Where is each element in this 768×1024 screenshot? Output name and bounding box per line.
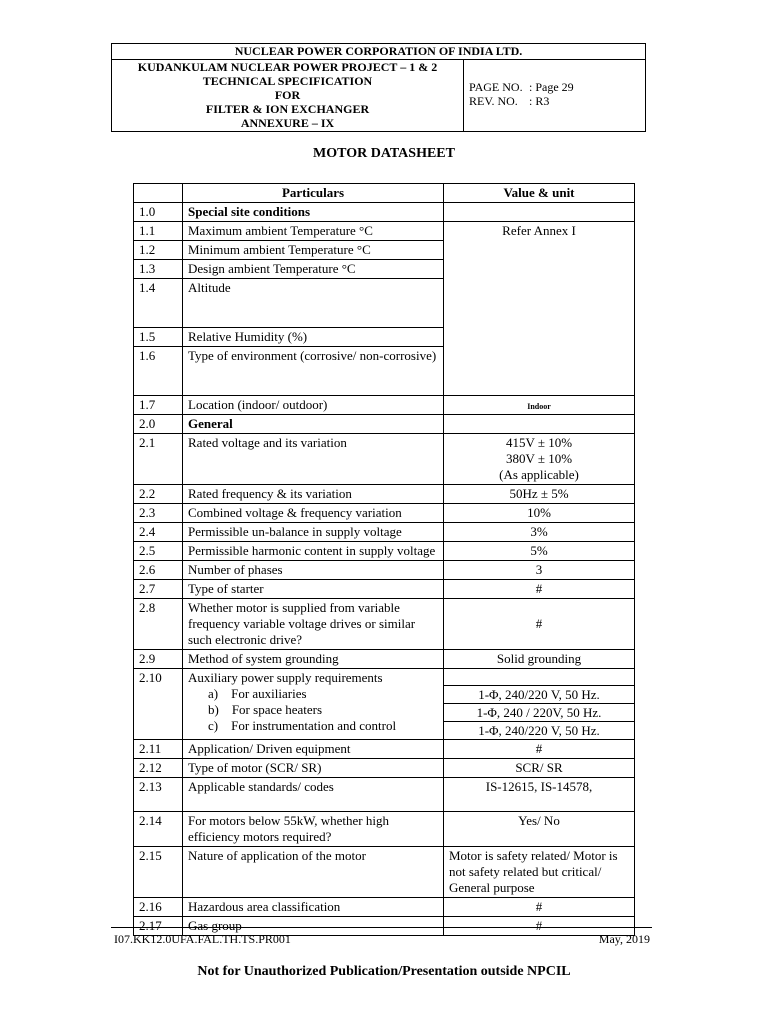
- row-value: Yes/ No: [444, 812, 635, 847]
- row-particular: General: [183, 415, 444, 434]
- row-number: 1.7: [134, 396, 183, 415]
- table-row: [134, 504, 635, 523]
- row-value: #: [444, 740, 635, 759]
- table-row: [134, 485, 635, 504]
- motor-datasheet-table: [133, 183, 635, 936]
- row-number: 1.1: [134, 222, 183, 241]
- row-number: 2.1: [134, 434, 183, 485]
- row-number: 2.13: [134, 778, 183, 812]
- row-particular: Whether motor is supplied from variable frequency variable voltage drives or similar such electronic drive?: [183, 599, 444, 650]
- row-particular: Hazardous area classification: [183, 898, 444, 917]
- row-value: 3%: [444, 523, 635, 542]
- row-value: 10%: [444, 504, 635, 523]
- table-row: [134, 561, 635, 580]
- row-value: 3: [444, 561, 635, 580]
- row-number: 2.0: [134, 415, 183, 434]
- row-number: 1.6: [134, 347, 183, 396]
- col-particulars: Particulars: [183, 184, 444, 203]
- row-particular: Relative Humidity (%): [183, 328, 444, 347]
- row-particular: Applicable standards/ codes: [183, 778, 444, 812]
- row-number: 2.6: [134, 561, 183, 580]
- table-row: [134, 523, 635, 542]
- row-number: 2.3: [134, 504, 183, 523]
- table-row: [134, 542, 635, 561]
- project-line: ANNEXURE – IX: [240, 116, 335, 130]
- row-value: #: [444, 898, 635, 917]
- row-particular: Auxiliary power supply requirements a) For auxiliaries b) For space heaters c) For instrumentation and control: [183, 669, 444, 740]
- table-row: [134, 669, 635, 740]
- table-row: [134, 434, 635, 485]
- document-number: I07.KK12.0UFA.FAL.TH.TS.PR001: [114, 932, 291, 946]
- row-number: 2.5: [134, 542, 183, 561]
- row-particular: Combined voltage & frequency variation: [183, 504, 444, 523]
- table-header-row: [134, 184, 635, 203]
- project-title-block: [112, 60, 464, 131]
- row-value: Indoor: [527, 402, 551, 411]
- row-particular: Nature of application of the motor: [183, 847, 444, 898]
- page-title: MOTOR DATASHEET: [313, 146, 455, 161]
- row-value: IS-12615, IS-14578,: [444, 778, 635, 812]
- row-particular: Application/ Driven equipment: [183, 740, 444, 759]
- row-number: 2.7: [134, 580, 183, 599]
- table-row: [134, 759, 635, 778]
- row-particular: Permissible un-balance in supply voltage: [183, 523, 444, 542]
- project-line: FOR: [274, 88, 301, 102]
- table-row: [134, 396, 635, 415]
- table-row: [134, 812, 635, 847]
- row-value: Solid grounding: [444, 650, 635, 669]
- rev-value: : R3: [529, 94, 550, 108]
- row-particular: Maximum ambient Temperature °C: [183, 222, 444, 241]
- table-row: [134, 580, 635, 599]
- document-date: May, 2019: [598, 932, 650, 946]
- row-value: #: [444, 580, 635, 599]
- table-row: [134, 650, 635, 669]
- row-particular: Type of environment (corrosive/ non-corrosive): [183, 347, 444, 396]
- row-particular: Method of system grounding: [183, 650, 444, 669]
- row-particular: Rated frequency & its variation: [183, 485, 444, 504]
- row-value: 415V ± 10% 380V ± 10% (As applicable): [444, 434, 635, 485]
- row-number: 2.16: [134, 898, 183, 917]
- row-number: 2.14: [134, 812, 183, 847]
- table-row: [134, 740, 635, 759]
- row-number: 2.10: [134, 669, 183, 740]
- confidentiality-notice: Not for Unauthorized Publication/Presentation outside NPCIL: [197, 964, 571, 979]
- col-value: Value & unit: [444, 184, 635, 203]
- row-particular: Altitude: [183, 279, 444, 328]
- row-particular: Minimum ambient Temperature °C: [183, 241, 444, 260]
- footer-divider: [111, 927, 652, 928]
- project-line: FILTER & ION EXCHANGER: [205, 102, 370, 116]
- project-line: KUDANKULAM NUCLEAR POWER PROJECT – 1 & 2: [137, 60, 438, 74]
- document-header: [111, 43, 646, 132]
- table-row: [134, 222, 635, 241]
- row-particular: Special site conditions: [183, 203, 444, 222]
- row-value: #: [444, 599, 635, 650]
- row-particular: Design ambient Temperature °C: [183, 260, 444, 279]
- row-number: 2.15: [134, 847, 183, 898]
- row-number: 2.4: [134, 523, 183, 542]
- org-name: NUCLEAR POWER CORPORATION OF INDIA LTD.: [112, 44, 645, 60]
- table-row: [134, 415, 635, 434]
- project-line: TECHNICAL SPECIFICATION: [202, 74, 373, 88]
- row-particular: Rated voltage and its variation: [183, 434, 444, 485]
- row-number: 1.4: [134, 279, 183, 328]
- row-particular: Permissible harmonic content in supply voltage: [183, 542, 444, 561]
- row-particular: Type of starter: [183, 580, 444, 599]
- row-number: 1.5: [134, 328, 183, 347]
- row-value: 5%: [444, 542, 635, 561]
- row-number: 2.9: [134, 650, 183, 669]
- page-label: PAGE NO.: [469, 80, 523, 94]
- row-number: 2.17: [134, 917, 183, 936]
- row-number: 2.8: [134, 599, 183, 650]
- table-row: [134, 599, 635, 650]
- row-number: 1.3: [134, 260, 183, 279]
- rev-label: REV. NO.: [469, 94, 518, 108]
- row-number: 2.12: [134, 759, 183, 778]
- row-number: 2.11: [134, 740, 183, 759]
- row-value: #: [444, 917, 635, 936]
- page-value: : Page 29: [529, 80, 574, 94]
- row-value: Refer Annex I: [444, 222, 635, 396]
- row-value: 1-Φ, 240/220 V, 50 Hz. 1-Φ, 240 / 220V, 50 Hz. 1-Φ, 240/220 V, 50 Hz.: [444, 669, 635, 740]
- table-row: [134, 898, 635, 917]
- row-number: 2.2: [134, 485, 183, 504]
- row-particular: Type of motor (SCR/ SR): [183, 759, 444, 778]
- row-value: SCR/ SR: [444, 759, 635, 778]
- page-rev-block: [464, 60, 645, 131]
- table-row: [134, 203, 635, 222]
- row-value: 50Hz ± 5%: [444, 485, 635, 504]
- table-row: [134, 778, 635, 812]
- row-number: 1.2: [134, 241, 183, 260]
- table-row: [134, 847, 635, 898]
- row-particular: For motors below 55kW, whether high efficiency motors required?: [183, 812, 444, 847]
- row-number: 1.0: [134, 203, 183, 222]
- row-particular: Gas group: [183, 917, 444, 936]
- row-particular: Location (indoor/ outdoor): [183, 396, 444, 415]
- row-value: Motor is safety related/ Motor is not safety related but critical/ General purpose: [444, 847, 635, 898]
- row-particular: Number of phases: [183, 561, 444, 580]
